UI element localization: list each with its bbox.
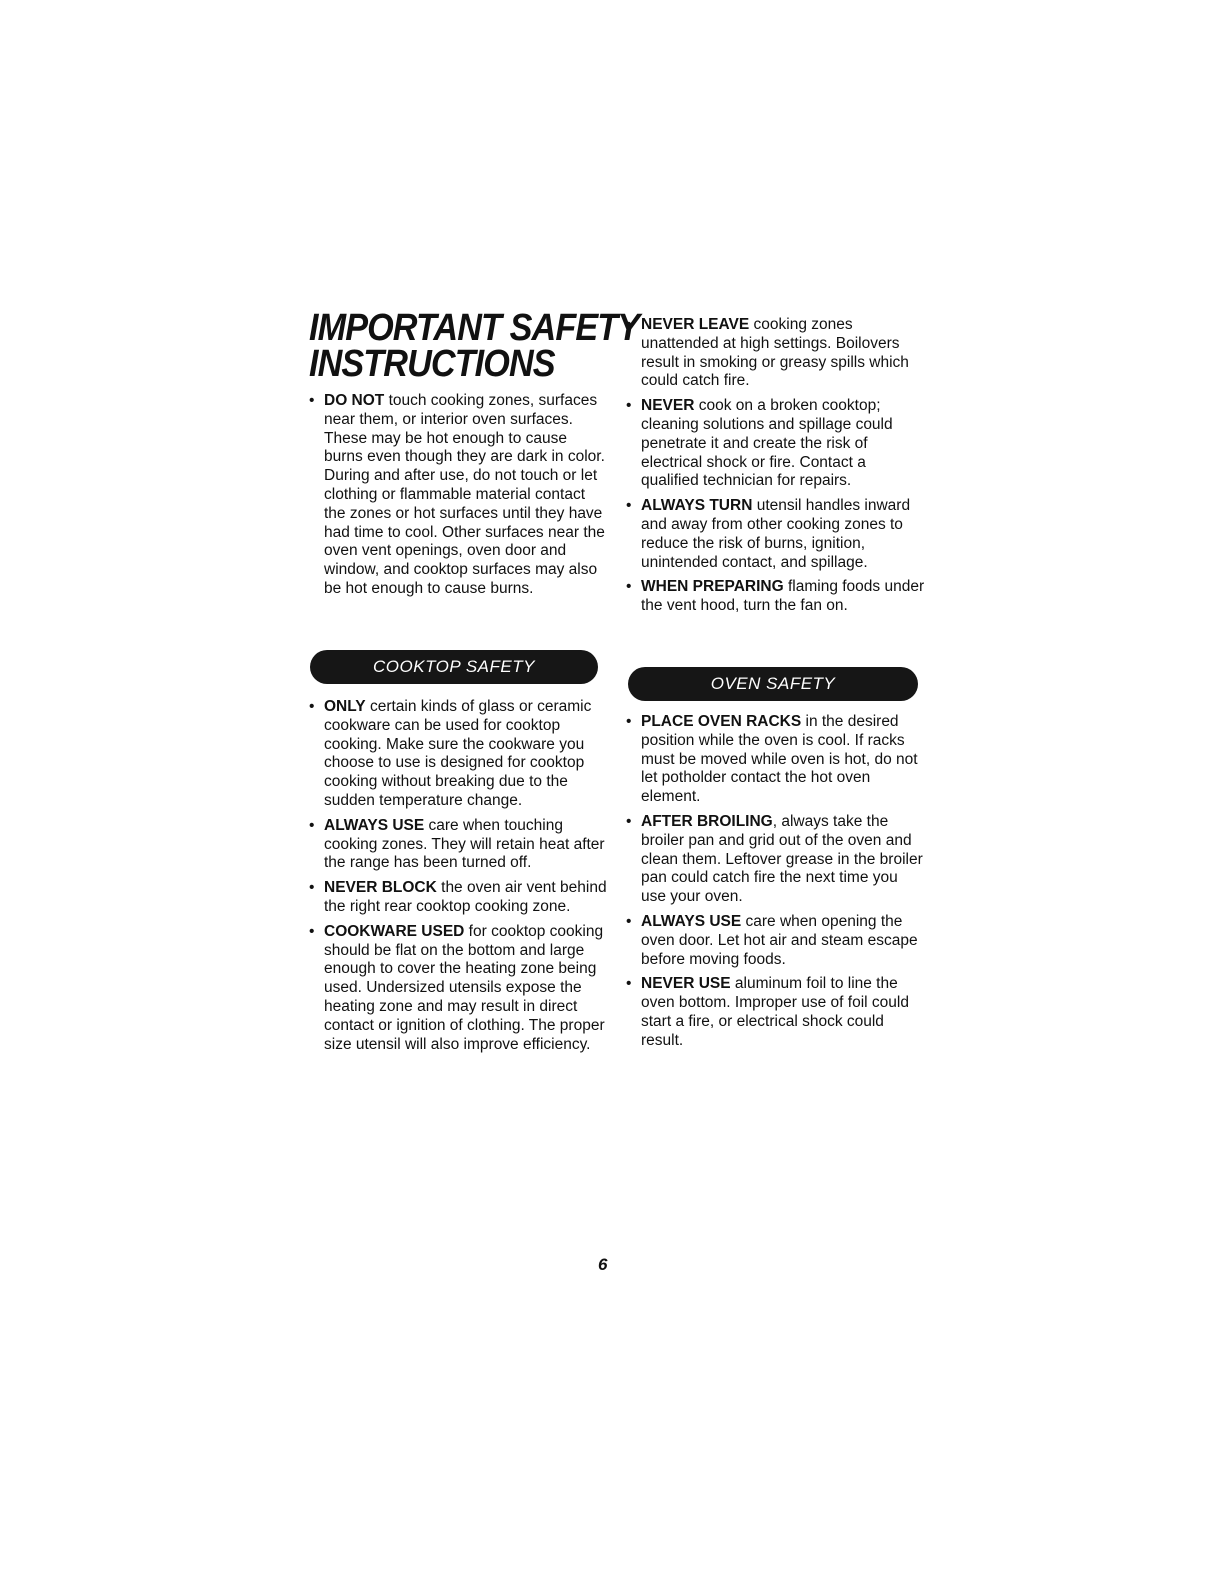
item-keyword: NEVER xyxy=(641,397,695,415)
item-keyword: NEVER USE xyxy=(641,975,731,993)
list-item xyxy=(626,975,926,1050)
list-item xyxy=(626,913,926,969)
list-item xyxy=(309,879,609,917)
page-title xyxy=(309,307,640,385)
item-keyword: NEVER BLOCK xyxy=(324,879,437,897)
item-keyword: COOKWARE USED xyxy=(324,922,465,940)
title-line-2: INSTRUCTIONS xyxy=(309,343,555,385)
item-text: , always take the broiler pan and grid out of the oven and clean them. Leftover grease in the broiler pan could catch fire the next time you use your oven. xyxy=(641,812,923,906)
list-item xyxy=(626,578,926,616)
title-line-1: IMPORTANT SAFETY xyxy=(309,307,640,349)
intro-list xyxy=(309,392,609,605)
item-keyword: ONLY xyxy=(324,698,366,715)
oven-safety-banner xyxy=(628,667,918,701)
list-item xyxy=(626,713,926,807)
cooktop-safety-heading: COOKTOP SAFETY xyxy=(373,657,535,676)
list-item xyxy=(309,817,609,873)
list-item xyxy=(626,397,926,491)
item-text: care when touching cooking zones. They will retain heat after the range has been turned off. xyxy=(324,816,605,872)
list-item xyxy=(626,316,926,391)
item-text: aluminum foil to line the oven bottom. Improper use of foil could start a fire, or electrical shock could result. xyxy=(641,975,909,1049)
item-keyword: DO NOT xyxy=(324,392,385,409)
item-keyword: PLACE OVEN RACKS xyxy=(641,713,802,730)
item-keyword: ALWAYS USE xyxy=(641,912,742,930)
oven-list xyxy=(626,713,926,1057)
item-keyword: AFTER BROILING xyxy=(641,812,773,830)
item-keyword: ALWAYS TURN xyxy=(641,497,753,515)
general-list xyxy=(626,316,926,622)
list-item xyxy=(309,392,609,599)
item-text: the oven air vent behind the right rear cooktop cooking zone. xyxy=(324,879,607,915)
cooktop-safety-banner xyxy=(310,650,598,684)
item-text: care when opening the oven door. Let hot air and steam escape before moving foods. xyxy=(641,912,918,968)
list-item xyxy=(626,497,926,572)
item-text: for cooktop cooking should be flat on the bottom and large enough to cover the heating zone being used. Undersized utensils expose the heating zone and may result in direct contact or ignition of clothing. The proper size utensil will also improve efficiency. xyxy=(324,922,605,1053)
item-text: utensil handles inward and away from other cooking zones to reduce the risk of burns, ignition, unintended contact, and spillage. xyxy=(641,497,911,571)
list-item xyxy=(309,923,609,1055)
item-text: certain kinds of glass or ceramic cookware can be used for cooktop cooking. Make sure the cookware you choose to use is designed for cooktop cooking without breaking due to the sudden temperature change. xyxy=(324,698,592,809)
item-keyword: NEVER LEAVE xyxy=(641,316,750,333)
cooktop-list xyxy=(309,698,609,1060)
item-text: in the desired position while the oven is cool. If racks must be moved while oven is hot, do not let potholder contact the hot oven element. xyxy=(641,713,918,806)
item-text: touch cooking zones, surfaces near them, or interior oven surfaces. These may be hot enough to cause burns even though they are dark in color. During and after use, do not touch or let clothing or flammable material contact the zones or hot surfaces until they have had time to cool. Other surfaces near the oven vent openings, oven door and window, and cooktop surfaces may also be hot enough to cause burns. xyxy=(324,392,605,597)
list-item xyxy=(309,698,609,811)
item-text: flaming foods under the vent hood, turn the fan on. xyxy=(641,578,925,615)
item-text: cook on a broken cooktop; cleaning solutions and spillage could penetrate it and create the risk of electrical shock or fire. Contact a qualified technician for repairs. xyxy=(641,397,893,490)
item-text: cooking zones unattended at high settings. Boilovers result in smoking or greasy spills which could catch fire. xyxy=(641,316,909,390)
oven-safety-heading: OVEN SAFETY xyxy=(710,674,836,693)
page-number: 6 xyxy=(598,1255,608,1274)
list-item xyxy=(626,813,926,907)
item-keyword: WHEN PREPARING xyxy=(641,578,784,596)
item-keyword: ALWAYS USE xyxy=(324,816,425,834)
